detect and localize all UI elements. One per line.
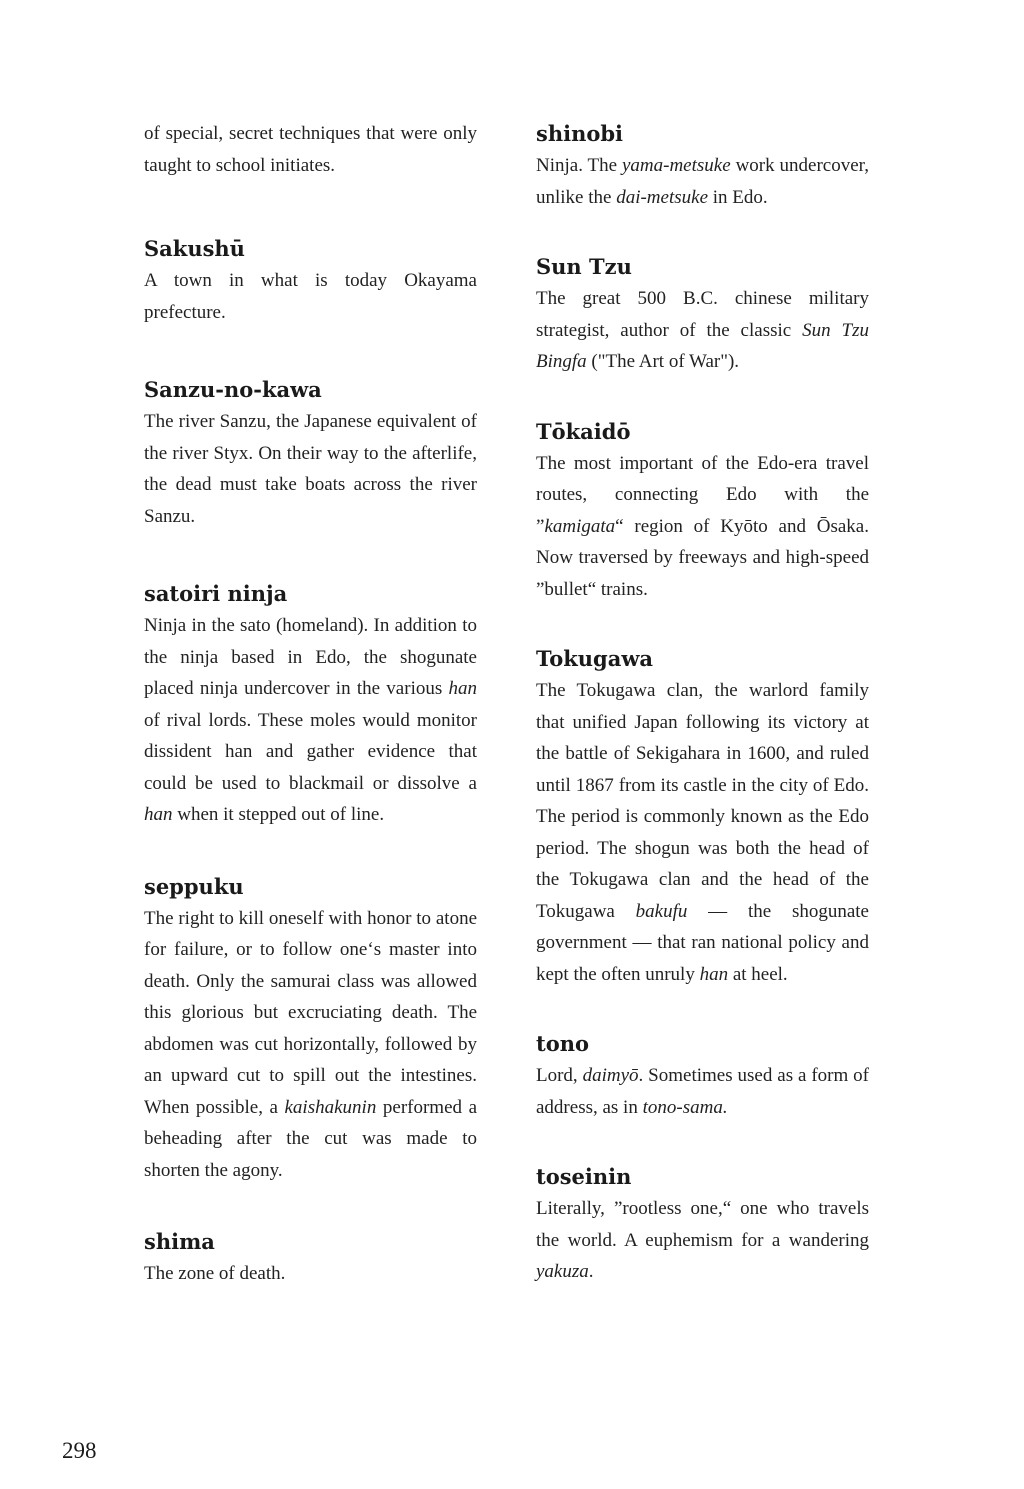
glossary-entry xyxy=(144,1226,477,1290)
glossary-entry xyxy=(536,118,869,213)
glossary-term: Tōkaidō xyxy=(536,418,631,444)
definition-text: Ninja. The xyxy=(536,155,622,176)
definition-text: The most important of the Edo-era travel routes, connecting Edo with the ” xyxy=(536,452,869,537)
glossary-term: shima xyxy=(144,1229,215,1254)
glossary-term: satoiri ninja xyxy=(144,581,288,606)
glossary-entry xyxy=(536,1028,869,1123)
italic-term: bakufu xyxy=(635,900,688,922)
right-column xyxy=(536,118,869,1288)
glossary-entry xyxy=(536,251,869,378)
glossary-definition xyxy=(144,903,477,1187)
left-column xyxy=(144,118,477,1290)
glossary-entry xyxy=(536,416,869,606)
continued-definition: of special, secret techniques that were only taught to school initiates. xyxy=(144,123,477,176)
definition-text: of rival lords. These moles would monitor dissident han and gather evidence that could be used to blackmail or dissolve a xyxy=(144,709,477,794)
glossary-entry xyxy=(144,374,477,532)
italic-term: daimyō xyxy=(582,1065,639,1086)
glossary-definition xyxy=(144,406,477,532)
right-entries xyxy=(536,118,869,1288)
glossary-entry xyxy=(144,233,477,328)
glossary-term: Sakushū xyxy=(144,236,245,261)
glossary-entry xyxy=(144,578,477,831)
italic-term: kaishakunin xyxy=(284,1096,377,1118)
glossary-definition xyxy=(536,675,869,990)
definition-text: The great 500 B.C. chinese military strategist, author of the classic xyxy=(536,288,869,341)
glossary-definition xyxy=(144,610,477,831)
definition-text: “ region of Kyōto and Ōsaka. Now traversed by freeways and high-speed ”bullet“ trains. xyxy=(536,515,869,600)
glossary-definition xyxy=(536,150,869,213)
definition-text: The right to kill oneself with honor to atone for failure, or to follow one‘s master into death. Only the samurai class was allowed this glorious but excruciating death. The abdomen was cut horizontally, followed by an upward cut to spill out the intestines. When possible, a xyxy=(144,907,477,1118)
italic-term: han xyxy=(699,963,729,985)
italic-term: yama-metsuke xyxy=(621,155,731,176)
italic-term: tono-sama. xyxy=(642,1096,728,1118)
definition-text: in Edo. xyxy=(708,186,768,208)
italic-term: han xyxy=(448,678,477,699)
glossary-term: shinobi xyxy=(536,121,624,146)
definition-text: The river Sanzu, the Japanese equivalent of the river Styx. On their way to the afterlife, the dead must take boats across the river Sanzu. xyxy=(144,411,477,527)
italic-term: yakuza xyxy=(536,1261,589,1282)
glossary-entry xyxy=(536,1161,869,1288)
definition-text: Literally, ”rootless one,“ one who travels the world. A euphemism for a wandering xyxy=(536,1198,869,1251)
glossary-definition xyxy=(536,448,869,606)
glossary-definition xyxy=(536,1193,869,1288)
definition-text: Ninja in the sato (homeland). In addition to the ninja based in Edo, the shogunate placed ninja undercover in the various xyxy=(144,615,477,699)
italic-term: han xyxy=(144,804,173,825)
definition-text: ("The Art of War"). xyxy=(586,351,740,372)
definition-text: . Sometimes used as a form of address, as in xyxy=(536,1065,869,1118)
definition-text: A town in what is today Okayama prefecture. xyxy=(144,270,477,323)
italic-term: kamigata xyxy=(544,515,616,537)
definition-text: . xyxy=(588,1261,594,1282)
definition-text: work undercover, unlike the xyxy=(536,155,869,208)
glossary-definition xyxy=(144,1258,477,1290)
definition-text: — the shogunate government — that ran national policy and kept the often unruly xyxy=(536,900,869,985)
glossary-entry xyxy=(536,643,869,990)
definition-text: at heel. xyxy=(728,963,788,985)
glossary-definition xyxy=(144,265,477,328)
glossary-term: Tokugawa xyxy=(536,646,654,671)
glossary-term: Sanzu-no-kawa xyxy=(144,377,322,402)
left-entries xyxy=(144,233,477,1290)
definition-text: performed a beheading after the cut was made to shorten the agony. xyxy=(144,1096,478,1181)
glossary-term: Sun Tzu xyxy=(536,254,632,279)
page-number: 298 xyxy=(62,1438,97,1463)
definition-text: Lord, xyxy=(536,1065,583,1086)
definition-text: The Tokugawa clan, the warlord family that unified Japan following its victory at the battle of Sekigahara in 1600, and ruled until 1867 from its castle in the city of Edo. The period is commonly known as the Edo period. The shogun was both the head of the Tokugawa clan and the head of the Tokugawa xyxy=(536,680,869,922)
glossary-definition xyxy=(536,1060,869,1123)
glossary-term: seppuku xyxy=(144,873,244,899)
definition-text: The zone of death. xyxy=(144,1263,286,1284)
glossary-term: tono xyxy=(536,1031,589,1056)
glossary-definition xyxy=(536,283,869,378)
definition-text: when it stepped out of line. xyxy=(172,804,385,825)
italic-term: Sun Tzu Bingfa xyxy=(536,319,869,372)
italic-term: dai-metsuke xyxy=(616,186,709,208)
glossary-term: toseinin xyxy=(536,1164,632,1189)
glossary-entry xyxy=(144,871,477,1187)
